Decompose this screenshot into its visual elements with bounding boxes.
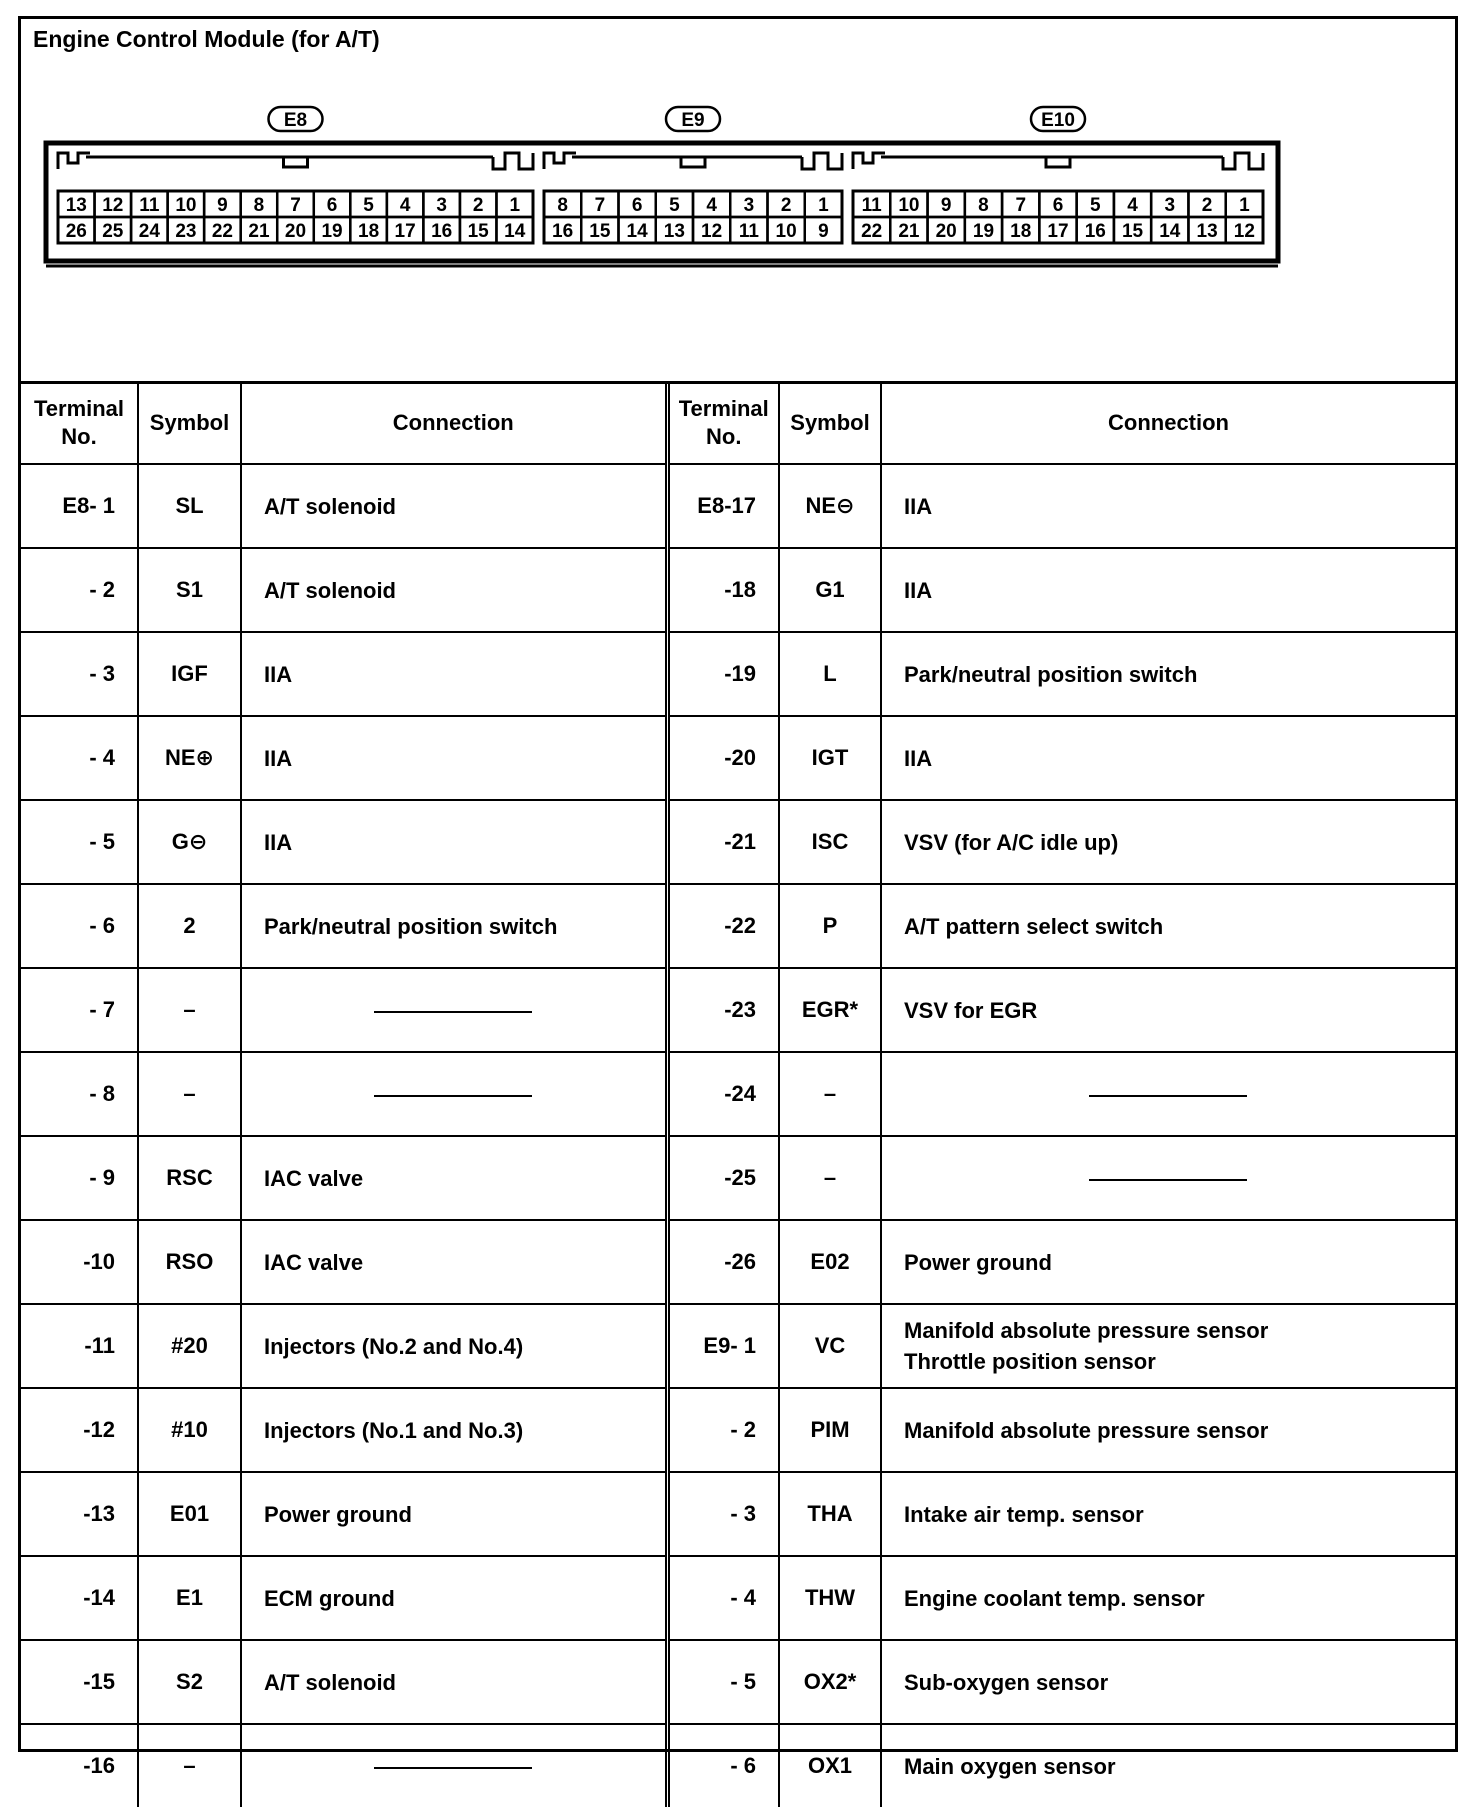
symbol-cell: – [138,1052,241,1136]
pin-number: 11 [861,195,882,216]
terminal-cell: -26 [667,1220,779,1304]
connector-latch-left [58,153,90,169]
connection-cell: Sub-oxygen sensor [881,1640,1455,1724]
symbol-cell: – [779,1136,881,1220]
pin-number: 13 [1196,221,1218,242]
connection-cell: IIA [881,548,1455,632]
module-title: Engine Control Module (for A/T) [33,26,380,52]
pin-number: 23 [175,221,197,242]
terminal-cell: -22 [667,884,779,968]
pin-number: 16 [431,221,453,242]
table-row [21,1136,1455,1220]
terminal-cell: E9- 1 [667,1304,779,1388]
pin-number: 10 [898,195,920,216]
terminal-cell: - 5 [21,800,138,884]
symbol-cell: 2 [138,884,241,968]
connection-cell: IIA [881,716,1455,800]
symbol-cell: PIM [779,1388,881,1472]
pin-number: 13 [65,195,87,216]
pin-number: 5 [1089,195,1101,216]
pin-number: 24 [138,221,160,242]
pin-number: 4 [399,195,411,216]
pin-number: 3 [436,195,447,216]
terminal-cell: -24 [667,1052,779,1136]
connection-cell [881,1052,1455,1136]
symbol-cell: L [779,632,881,716]
symbol-cell: RSC [138,1136,241,1220]
pin-number: 2 [780,195,792,216]
table-row [21,1388,1455,1472]
connection-cell: Power ground [881,1220,1455,1304]
table-row [21,464,1455,548]
connector-label: E9 [681,110,705,131]
symbol-cell: OX2* [779,1640,881,1724]
terminal-cell: - 3 [21,632,138,716]
connector-graphic [21,19,1455,379]
connector-latch-left [544,153,576,169]
pin-number: 5 [363,195,374,216]
terminal-cell: - 2 [667,1388,779,1472]
symbol-cell: THA [779,1472,881,1556]
pin-number: 20 [935,221,957,242]
pin-number: 15 [1121,221,1144,242]
pin-number: 25 [102,221,124,242]
connector-diagram [21,19,1455,384]
symbol-cell: G1 [779,548,881,632]
connection-cell: VSV (for A/C idle up) [881,800,1455,884]
connection-cell: A/T solenoid [241,464,667,548]
connection-cell: A/T solenoid [241,1640,667,1724]
connection-cell [241,968,667,1052]
pin-number: 9 [217,195,228,216]
header-connection-left: Connection [241,382,667,464]
blank-dash [1089,1179,1247,1181]
table-row [21,548,1455,632]
pin-number: 18 [1010,221,1032,242]
pin-number: 7 [594,195,606,216]
terminal-cell: -12 [21,1388,138,1472]
terminal-cell: - 4 [21,716,138,800]
pin-number: 16 [1084,221,1106,242]
connection-cell: Intake air temp. sensor [881,1472,1455,1556]
table-row [21,1556,1455,1640]
connection-cell: A/T pattern select switch [881,884,1455,968]
pin-number: 19 [972,221,995,242]
terminal-cell: -23 [667,968,779,1052]
pin-number: 26 [65,221,87,242]
pin-number: 12 [102,195,124,216]
blank-dash [374,1095,532,1097]
pin-number: 12 [701,221,723,242]
pin-number: 18 [358,221,380,242]
pin-number: 11 [738,221,759,242]
pin-number: 17 [394,221,416,242]
pin-number: 9 [818,221,829,242]
pin-number: 8 [253,195,265,216]
table-row [21,1220,1455,1304]
symbol-cell: – [138,1724,241,1807]
table-row [21,1640,1455,1724]
terminal-cell: - 9 [21,1136,138,1220]
header-connection-right: Connection [881,382,1455,464]
terminal-cell: -25 [667,1136,779,1220]
connection-cell [241,1052,667,1136]
terminal-cell: -14 [21,1556,138,1640]
pin-number: 2 [472,195,484,216]
table-row [21,716,1455,800]
document-sheet [18,16,1458,1779]
terminal-cell: -13 [21,1472,138,1556]
symbol-cell: #10 [138,1388,241,1472]
symbol-cell: – [138,968,241,1052]
table-row [21,632,1455,716]
symbol-cell: IGF [138,632,241,716]
symbol-cell: SL [138,464,241,548]
pin-number: 16 [552,221,574,242]
terminal-cell: - 3 [667,1472,779,1556]
symbol-cell: OX1 [779,1724,881,1807]
terminal-table [21,381,1455,1807]
connection-cell: Park/neutral position switch [881,632,1455,716]
pin-number: 21 [898,221,920,242]
pin-number: 14 [626,221,648,242]
symbol-cell: S1 [138,548,241,632]
terminal-cell: E8-17 [667,464,779,548]
connection-cell: A/T solenoid [241,548,667,632]
pin-number: 4 [706,195,717,216]
connection-cell: IAC valve [241,1136,667,1220]
connection-cell: Injectors (No.1 and No.3) [241,1388,667,1472]
symbol-cell: NE⊕ [138,716,241,800]
connector-latch-right [493,153,533,169]
connection-cell: IIA [241,800,667,884]
symbol-cell: E1 [138,1556,241,1640]
symbol-cell: E01 [138,1472,241,1556]
terminal-cell: - 6 [667,1724,779,1807]
connection-cell: Park/neutral position switch [241,884,667,968]
terminal-cell: - 8 [21,1052,138,1136]
pin-number: 8 [978,195,989,216]
pin-number: 1 [1239,195,1250,216]
terminal-cell: -11 [21,1304,138,1388]
pin-number: 1 [509,195,521,216]
pin-number: 14 [504,221,526,242]
terminal-cell: -18 [667,548,779,632]
pin-number: 3 [743,195,755,216]
connector-label: E8 [283,110,308,131]
pin-number: 3 [1164,195,1176,216]
symbol-cell: E02 [779,1220,881,1304]
blank-dash [374,1011,532,1013]
blank-dash [374,1767,532,1769]
pin-number: 22 [211,221,233,242]
pin-number: 21 [248,221,270,242]
pin-number: 6 [631,195,643,216]
connection-cell: Engine coolant temp. sensor [881,1556,1455,1640]
pin-number: 8 [557,195,568,216]
connector-latch-right [802,153,842,169]
table-row [21,1304,1455,1388]
pin-number: 1 [818,195,829,216]
connection-cell: Main oxygen sensor [881,1724,1455,1807]
pin-number: 10 [775,221,797,242]
terminal-cell: - 5 [667,1640,779,1724]
pin-number: 5 [669,195,680,216]
connector-latch-right [1223,153,1263,169]
table-row [21,884,1455,968]
table-row [21,1052,1455,1136]
connection-cell: Manifold absolute pressure sensor Throttle position sensor [881,1304,1455,1388]
symbol-cell: VC [779,1304,881,1388]
connection-cell: Injectors (No.2 and No.4) [241,1304,667,1388]
terminal-cell: - 4 [667,1556,779,1640]
connection-cell: IIA [241,716,667,800]
symbol-cell: – [779,1052,881,1136]
symbol-cell: #20 [138,1304,241,1388]
table-header-row [21,382,1455,464]
terminal-cell: - 7 [21,968,138,1052]
pin-number: 20 [284,221,307,242]
symbol-cell: IGT [779,716,881,800]
pin-number: 10 [175,195,197,216]
table-row [21,800,1455,884]
pin-number: 6 [1052,195,1064,216]
connector-latch-left [853,153,885,169]
symbol-cell: EGR* [779,968,881,1052]
pin-number: 4 [1127,195,1138,216]
pin-number: 9 [940,195,952,216]
symbol-cell: THW [779,1556,881,1640]
connection-cell: IAC valve [241,1220,667,1304]
connection-cell: IIA [881,464,1455,548]
symbol-cell: NE⊖ [779,464,881,548]
terminal-cell: - 6 [21,884,138,968]
terminal-cell: -16 [21,1724,138,1807]
symbol-cell: S2 [138,1640,241,1724]
connection-cell: IIA [241,632,667,716]
pin-number: 12 [1233,221,1255,242]
symbol-cell: P [779,884,881,968]
terminal-cell: -20 [667,716,779,800]
pin-number: 13 [663,221,685,242]
terminal-cell: -21 [667,800,779,884]
table-row [21,1472,1455,1556]
table-row [21,968,1455,1052]
connection-cell [881,1136,1455,1220]
connection-cell: Power ground [241,1472,667,1556]
header-symbol-left: Symbol [138,382,241,464]
pin-number: 6 [326,195,338,216]
terminal-cell: - 2 [21,548,138,632]
pin-number: 11 [139,195,160,216]
connection-cell: ECM ground [241,1556,667,1640]
pin-number: 2 [1201,195,1213,216]
blank-dash [1089,1095,1247,1097]
pin-number: 7 [1015,195,1027,216]
terminal-cell: -19 [667,632,779,716]
terminal-cell: -15 [21,1640,138,1724]
pin-number: 14 [1159,221,1181,242]
header-terminal-right: Terminal No. [667,382,779,464]
terminal-cell: -10 [21,1220,138,1304]
pin-number: 15 [589,221,611,242]
symbol-cell: RSO [138,1220,241,1304]
header-terminal-left: Terminal No. [21,382,138,464]
connection-cell: VSV for EGR [881,968,1455,1052]
pin-number: 19 [321,221,343,242]
header-symbol-right: Symbol [779,382,881,464]
symbol-cell: ISC [779,800,881,884]
connector-label: E10 [1041,110,1075,131]
pin-number: 22 [861,221,883,242]
terminal-cell: E8- 1 [21,464,138,548]
pin-number: 17 [1047,221,1069,242]
connection-cell: Manifold absolute pressure sensor [881,1388,1455,1472]
symbol-cell: G⊖ [138,800,241,884]
pin-number: 7 [290,195,301,216]
pin-number: 15 [467,221,489,242]
